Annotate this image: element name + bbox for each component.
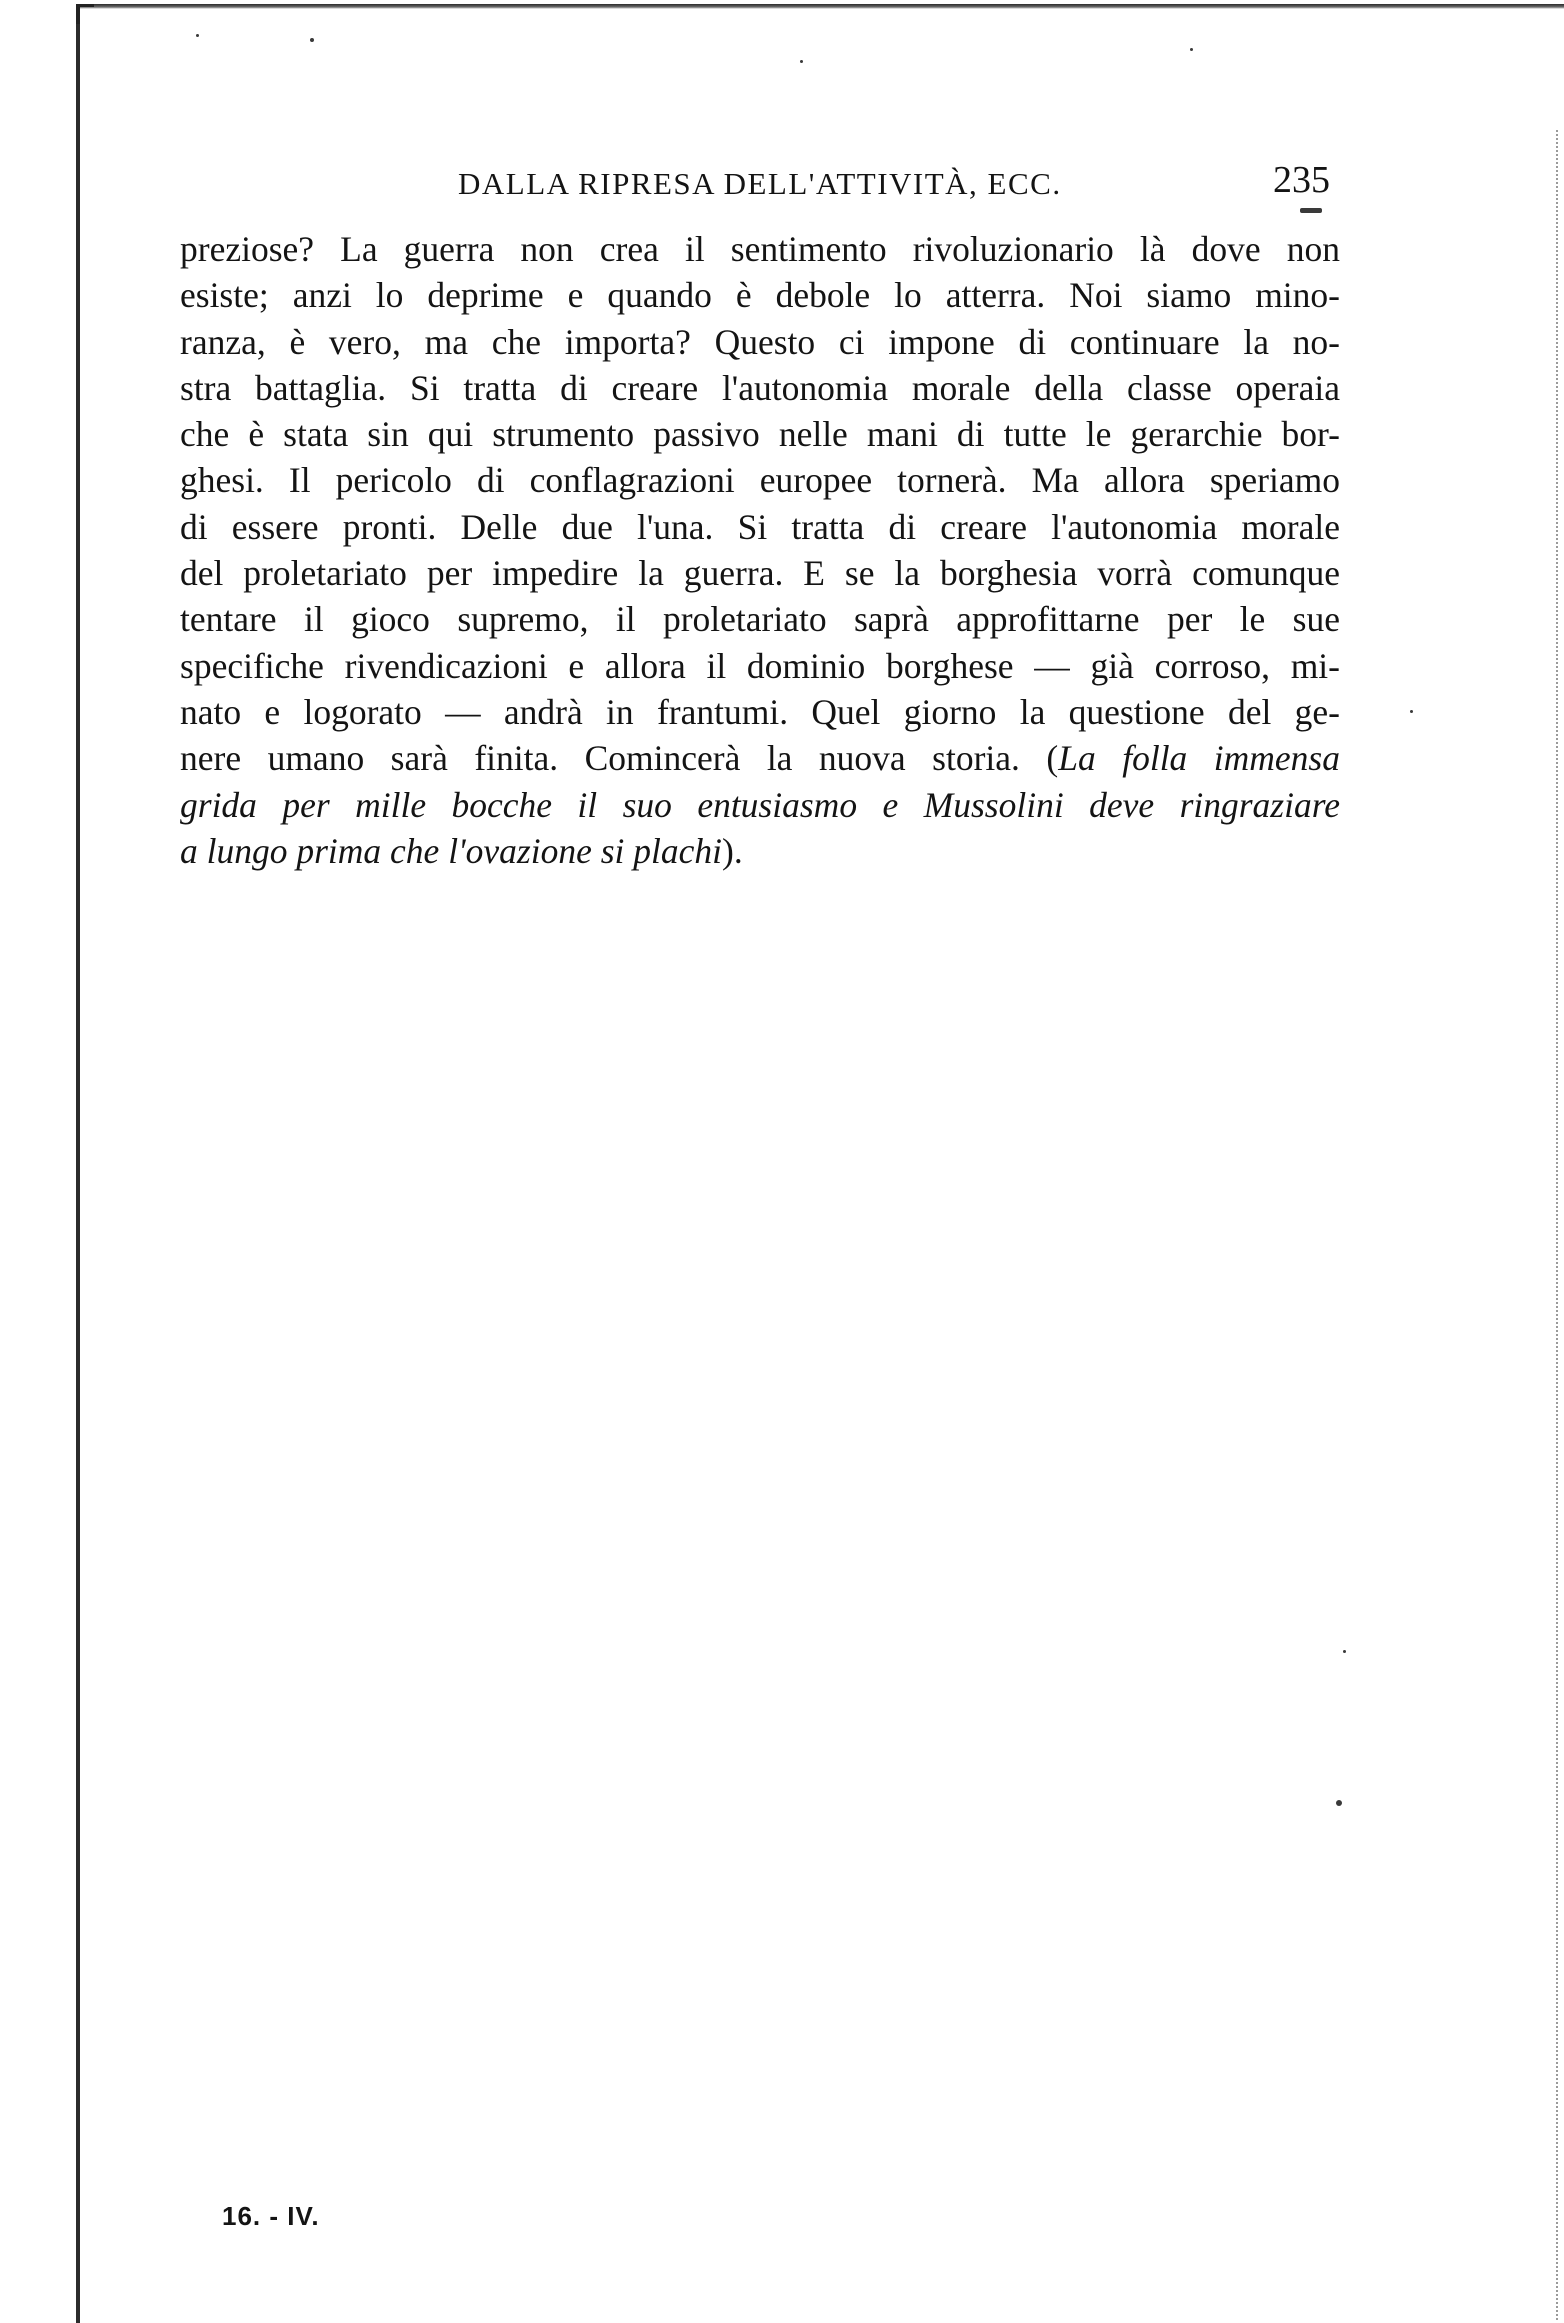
running-title: DALLA RIPRESA DELL'ATTIVITÀ, ECC. (458, 166, 1062, 201)
roman-text: nere umano sarà finita. Comincerà la nuova storia. ( (180, 738, 1059, 779)
page-corner-mark (76, 4, 94, 24)
text-line-mixed (180, 828, 1340, 874)
scan-speck (1190, 48, 1193, 51)
text-line: che è stata sin qui strumento passivo nelle mani di tutte le gerarchie bor- (180, 414, 1340, 455)
scan-speck (1343, 1650, 1346, 1653)
stage-direction-italic: a lungo prima che l'ovazione si plachi (180, 830, 722, 871)
stage-direction-italic: grida per mille bocche il suo entusiasmo e Mussolini deve ringraziare (180, 784, 1340, 825)
signature-mark: 16. - IV. (222, 2201, 320, 2231)
scan-speck (1336, 1800, 1342, 1806)
text-line: nato e logorato — andrà in frantumi. Quel giorno la questione del ge- (180, 691, 1340, 732)
text-line: di essere pronti. Delle due l'una. Si tratta di creare l'autonomia morale (180, 506, 1340, 547)
text-line: specifiche rivendicazioni e allora il dominio borghese — già corroso, mi- (180, 645, 1340, 686)
text-line: ghesi. Il pericolo di conflagrazioni europee tornerà. Ma allora speriamo (180, 460, 1340, 501)
stage-direction-italic: La folla immensa (1058, 738, 1340, 779)
page-left-edge (76, 4, 80, 2323)
text-line: tentare il gioco supremo, il proletariato saprà approfittarne per le sue (180, 599, 1340, 640)
text-line: esiste; anzi lo deprime e quando è debole lo atterra. Noi siamo mino- (180, 275, 1340, 316)
text-line: preziose? La guerra non crea il sentimento rivoluzionario là dove non (180, 229, 1340, 269)
page-right-edge (1556, 130, 1558, 2320)
scan-speck (1410, 710, 1413, 713)
text-line: ranza, è vero, ma che importa? Questo ci impone di continuare la no- (180, 321, 1340, 362)
body-paragraph (180, 226, 1340, 874)
text-line: stra battaglia. Si tratta di creare l'autonomia morale della classe operaia (180, 367, 1340, 408)
running-header (0, 158, 1564, 201)
scan-speck (800, 60, 803, 63)
text-line-mixed (180, 735, 1340, 781)
scan-speck (196, 34, 199, 37)
page-top-edge (76, 4, 1564, 9)
roman-text: ). (722, 830, 743, 871)
text-line: del proletariato per impedire la guerra. E se la borghesia vorrà comunque (180, 553, 1340, 594)
text-line-italic (180, 782, 1340, 828)
page-number: 235 (1273, 159, 1330, 201)
scan-speck (1300, 208, 1322, 213)
scan-speck (310, 38, 314, 42)
